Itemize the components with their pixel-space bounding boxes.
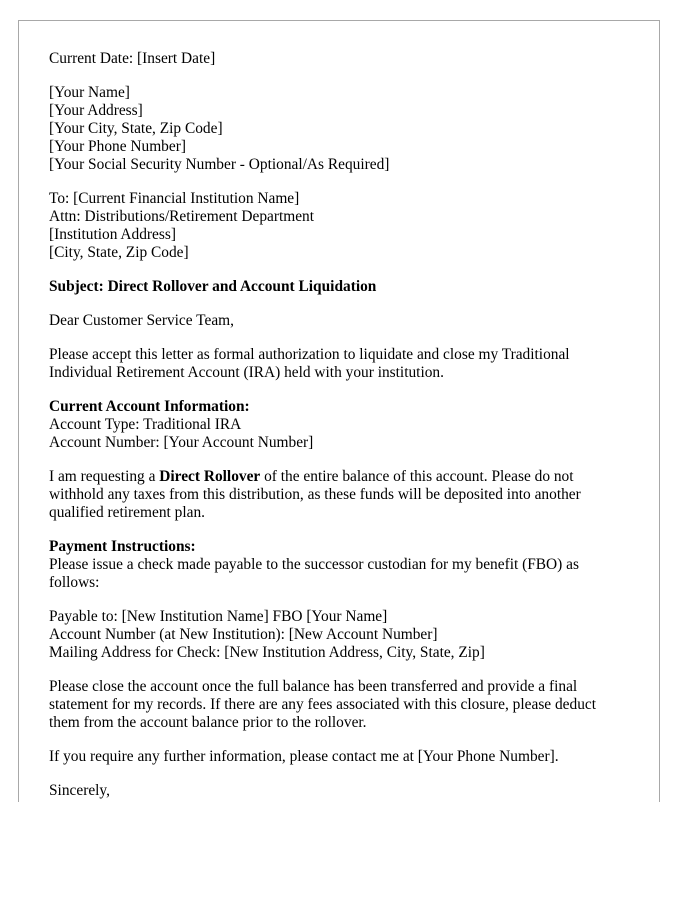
letter-body [49,50,629,802]
sender-phone: [Your Phone Number] [49,138,186,155]
closing-paragraph [49,678,629,732]
subject-text: Subject: Direct Rollover and Account Liquidation [49,278,377,295]
salutation [49,312,629,330]
rollover-emphasis: Direct Rollover [159,468,261,485]
sender-address-block [49,84,629,174]
rollover-paragraph [49,468,629,522]
intro-text: Please accept this letter as formal authorization to liquidate and close my Traditional Individual Retirement Account (IRA) held with your institution. [49,346,570,381]
date-line [49,50,629,68]
sign-off [49,782,629,800]
account-info-section [49,398,629,452]
payment-instructions-section [49,538,629,592]
recipient-address-block [49,190,629,262]
account-number: Account Number: [Your Account Number] [49,434,314,451]
payment-heading: Payment Instructions: [49,538,196,555]
sender-city-state-zip: [Your City, State, Zip Code] [49,120,223,137]
payee-details-block [49,608,629,662]
recipient-city-state-zip: [City, State, Zip Code] [49,244,189,261]
rollover-prefix: I am requesting a [49,468,160,485]
payable-to: Payable to: [New Institution Name] FBO [Your Name] [49,608,388,625]
account-info-heading: Current Account Information: [49,398,250,415]
intro-paragraph [49,346,629,382]
sender-address: [Your Address] [49,102,143,119]
contact-text: If you require any further information, please contact me at [Your Phone Number]. [49,748,559,765]
new-account-number: Account Number (at New Institution): [New Account Number] [49,626,438,643]
sender-name: [Your Name] [49,84,130,101]
salutation-text: Dear Customer Service Team, [49,312,234,329]
current-date: Current Date: [Insert Date] [49,50,216,67]
recipient-address: [Institution Address] [49,226,176,243]
subject-line [49,278,629,296]
recipient-attention: Attn: Distributions/Retirement Department [49,208,315,225]
account-type: Account Type: Traditional IRA [49,416,242,433]
payment-text: Please issue a check made payable to the successor custodian for my benefit (FBO) as follows: [49,556,579,591]
rollover-text [49,468,629,522]
sign-off-text: Sincerely, [49,782,110,799]
closing-text: Please close the account once the full balance has been transferred and provide a final statement for my records. If there are any fees associated with this closure, please deduct them from the account balance prior to the rollover. [49,678,597,731]
check-mailing-address: Mailing Address for Check: [New Institution Address, City, State, Zip] [49,644,485,661]
recipient-institution: To: [Current Financial Institution Name] [49,190,300,207]
rollover-suffix: of the entire balance of this account. Please do not withhold any taxes from this distribution, as these funds will be deposited into another qualified retirement plan. [49,468,581,521]
sender-ssn: [Your Social Security Number - Optional/As Required] [49,156,390,173]
letter-page [18,20,660,802]
contact-paragraph [49,748,629,766]
